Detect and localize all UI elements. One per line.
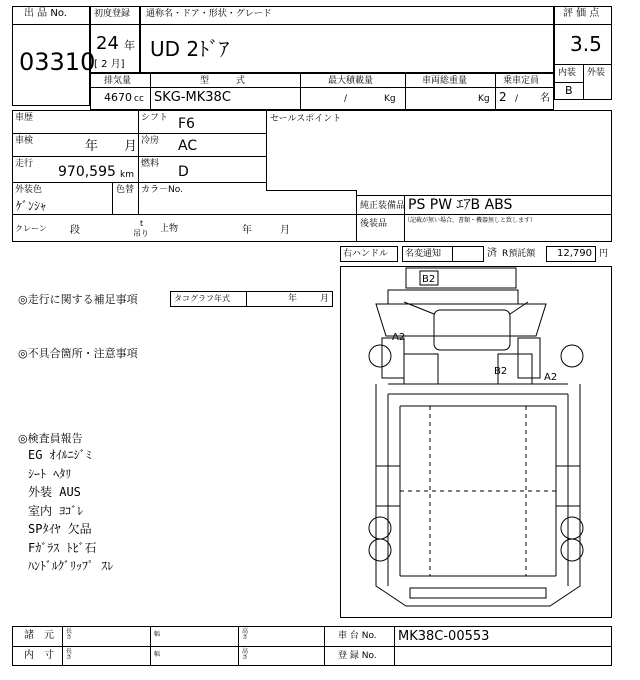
color-code-label: カラ－No. bbox=[141, 185, 183, 195]
mileage-label: 走行 bbox=[15, 159, 34, 169]
shift-label: シフト bbox=[141, 113, 169, 123]
exterior-label: 外装 bbox=[587, 68, 606, 78]
year-unit: 年 bbox=[124, 39, 135, 52]
inspection-value: 年 月 bbox=[85, 139, 138, 154]
gross-weight-unit: Kg bbox=[478, 94, 490, 104]
damage-mark-left-door: A2 bbox=[392, 332, 406, 343]
report-line: ｼｰﾄ ﾍﾀﾘ bbox=[28, 466, 72, 481]
inspection-label: 車検 bbox=[15, 136, 34, 146]
model-label: 型 式 bbox=[200, 76, 246, 86]
shift-value: F6 bbox=[178, 116, 195, 132]
steering-text: 右ハンドル bbox=[343, 249, 389, 259]
truck-diagram bbox=[340, 266, 612, 618]
damage-mark-right-door: A2 bbox=[544, 372, 558, 383]
mileage-value: 970,595 bbox=[58, 164, 116, 180]
crane-label: クレーン bbox=[15, 224, 47, 233]
inner-dim-label: 内 寸 bbox=[24, 650, 54, 661]
cc-unit: cc bbox=[134, 94, 144, 104]
capacity-label: 乗車定員 bbox=[503, 76, 540, 86]
inspector-report-heading: ◎検査員報告 bbox=[18, 432, 83, 445]
capacity-unit: 名 bbox=[540, 93, 550, 104]
upper-body-label: 上物 bbox=[160, 224, 179, 234]
yen-unit: 円 bbox=[599, 249, 609, 259]
length-label-2: 長さ bbox=[66, 648, 73, 661]
registration-no-label: 登 録 No. bbox=[338, 651, 377, 661]
tax-label: 済 bbox=[487, 248, 497, 259]
report-line: ﾊﾝﾄﾞﾙｸﾞﾘｯﾌﾟ ｽﾚ bbox=[28, 559, 114, 573]
fuel-label: 燃料 bbox=[141, 159, 160, 169]
score-label: 評 価 点 bbox=[563, 8, 600, 19]
vehicle-name-label: 通称名・ドア・形状・グレード bbox=[146, 9, 272, 19]
width-label-2: 幅 bbox=[154, 651, 161, 658]
registration-year: 24 bbox=[96, 33, 119, 54]
color-label: 外装色 bbox=[15, 185, 43, 195]
driving-notes-heading: ◎走行に関する補足事項 bbox=[18, 293, 138, 306]
height-label-2: 高さ bbox=[242, 648, 249, 661]
registration-label: 初度登録 bbox=[94, 9, 131, 19]
sales-point-label: セールスポイント bbox=[270, 114, 342, 124]
name-change-label: 名変通知 bbox=[405, 249, 442, 259]
report-line: Fｶﾞﾗｽ ﾄﾋﾞ石 bbox=[28, 540, 97, 555]
report-line: EG ｵｲﾙﾆｼﾞﾐ bbox=[28, 448, 92, 462]
crane-hanging: 吊り bbox=[133, 229, 149, 238]
capacity: 2 bbox=[499, 90, 507, 104]
recycle-amount: 12,790 bbox=[557, 248, 592, 259]
damage-mark-cab-side: B2 bbox=[494, 366, 508, 377]
interior-grade: B bbox=[565, 84, 573, 97]
fuel-value: D bbox=[178, 164, 189, 180]
max-load-separator: / bbox=[344, 94, 348, 104]
specs-label: 諸 元 bbox=[24, 630, 54, 641]
max-load-unit: Kg bbox=[384, 94, 396, 104]
report-line: 室内 ﾖｺﾞﾚ bbox=[28, 503, 84, 518]
overall-score: 3.5 bbox=[570, 32, 602, 56]
crane-ton: t bbox=[140, 219, 144, 228]
upper-body-month: 月 bbox=[280, 225, 290, 236]
aftermarket-label: 後装品 bbox=[360, 219, 388, 229]
chassis-number: MK38C-00553 bbox=[398, 629, 490, 644]
max-load-label: 最大積載量 bbox=[328, 76, 374, 86]
capacity-separator: / bbox=[515, 94, 519, 104]
gross-weight-label: 車両総重量 bbox=[422, 76, 468, 86]
aircon-value: AC bbox=[178, 138, 198, 154]
damage-mark-front-bumper: B2 bbox=[422, 274, 436, 285]
defects-heading: ◎不具合箇所・注意事項 bbox=[18, 347, 138, 360]
history-label: 車歴 bbox=[15, 113, 34, 123]
chassis-label: 車 台 No. bbox=[338, 631, 377, 641]
registration-month: [ 2 月] bbox=[94, 59, 125, 70]
height-label: 高さ bbox=[242, 628, 249, 641]
aircon-label: 冷房 bbox=[141, 136, 160, 146]
upper-body-year: 年 bbox=[242, 225, 252, 236]
color-change-label: 色替 bbox=[116, 185, 135, 195]
displacement: 4670 bbox=[104, 91, 132, 104]
width-label: 幅 bbox=[154, 631, 161, 638]
aftermarket-note: （記載が無い場合、書類・機器無しと致します） bbox=[404, 217, 537, 224]
vehicle-name: UD 2ﾄﾞｱ bbox=[150, 37, 230, 61]
tachograph-label: タコグラフ年式 bbox=[174, 294, 230, 303]
displacement-label: 排気量 bbox=[104, 76, 132, 86]
length-label: 長さ bbox=[66, 628, 73, 641]
inspector-report-list bbox=[28, 446, 113, 576]
equipment-value: PS PW ｴｱB ABS bbox=[408, 197, 513, 213]
km-unit: km bbox=[120, 170, 134, 180]
lot-number-label: 出 品 No. bbox=[24, 8, 67, 19]
equipment-label: 純正装備品 bbox=[360, 201, 406, 211]
report-line: 外装 AUS bbox=[28, 485, 81, 499]
color-value: ｹﾞﾝｼｬ bbox=[16, 199, 47, 213]
tachograph-month: 月 bbox=[320, 294, 330, 304]
tachograph-year: 年 bbox=[288, 294, 298, 304]
crane-stage: 段 bbox=[70, 225, 80, 236]
report-line: SPﾀｲﾔ 欠品 bbox=[28, 522, 92, 536]
model-code: SKG-MK38C bbox=[154, 90, 231, 105]
lot-number: 03310 bbox=[19, 48, 96, 76]
recycle-label: R預託額 bbox=[502, 249, 536, 259]
interior-label: 内装 bbox=[558, 68, 577, 78]
